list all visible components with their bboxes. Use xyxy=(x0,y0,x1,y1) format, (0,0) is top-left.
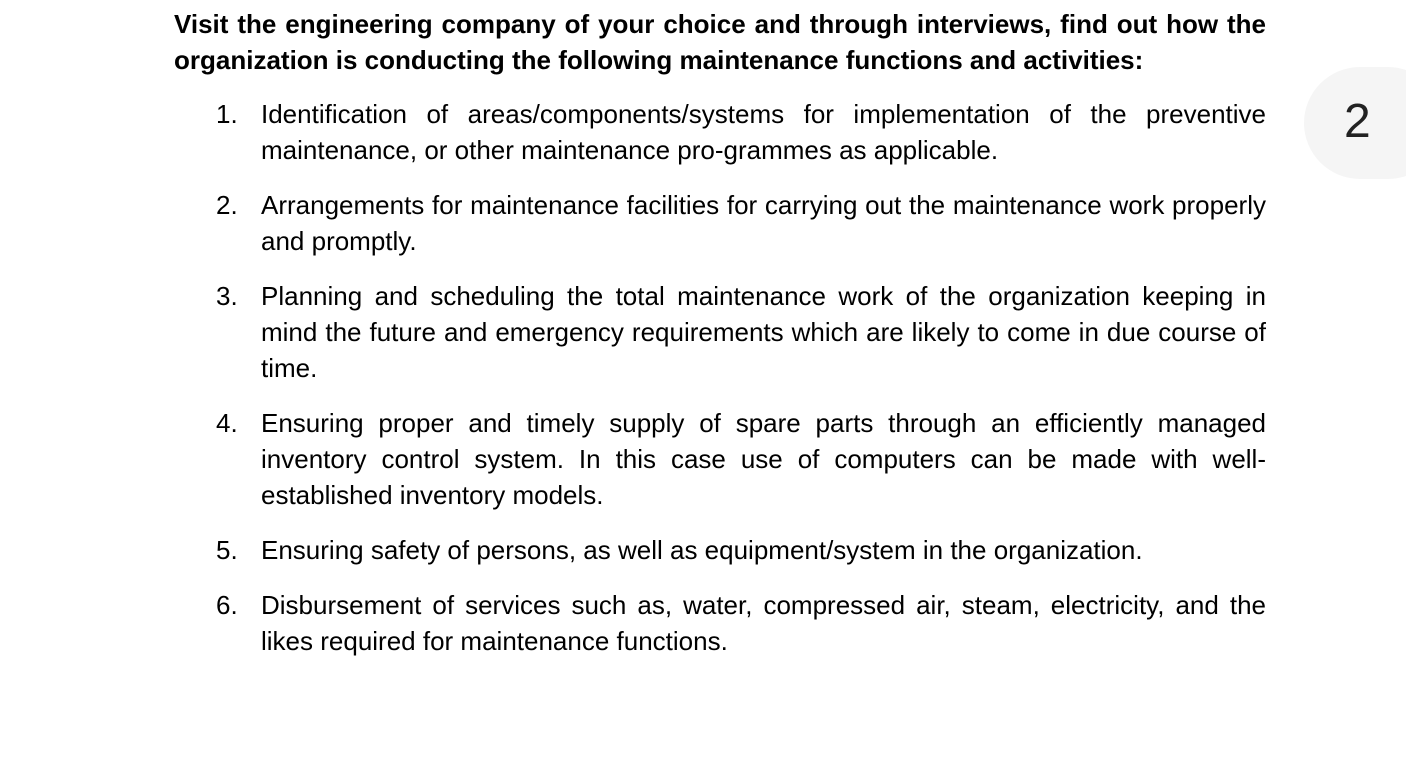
list-item-text: Identification of areas/components/systems for implementation of the preventive maintenance, or other maintenance pro-grammes as applicable. xyxy=(261,99,1266,165)
list-item-text: Planning and scheduling the total maintenance work of the organization keeping in mind the future and emergency requirements which are likely to come in due course of time. xyxy=(261,281,1266,383)
list-item xyxy=(174,532,1266,568)
list-item-number: 2. xyxy=(216,190,238,220)
page-number-badge[interactable] xyxy=(1304,67,1406,179)
list-item xyxy=(174,187,1266,259)
list-item xyxy=(174,587,1266,659)
list-item-number: 4. xyxy=(216,408,238,438)
list-item xyxy=(174,96,1266,168)
list-item-text: Arrangements for maintenance facilities for carrying out the maintenance work properly and promptly. xyxy=(261,190,1266,256)
list-item-number: 5. xyxy=(216,535,238,565)
list-item-text: Ensuring safety of persons, as well as equipment/system in the organization. xyxy=(261,535,1143,565)
list-item-text: Ensuring proper and timely supply of spare parts through an efficiently managed inventory control system. In this case use of computers can be made with well-established inventory models. xyxy=(261,408,1266,510)
list-item-text: Disbursement of services such as, water, compressed air, steam, electricity, and the likes required for maintenance functions. xyxy=(261,590,1266,656)
document-body xyxy=(174,6,1266,678)
maintenance-activities-list xyxy=(174,96,1266,659)
intro-paragraph: Visit the engineering company of your choice and through interviews, find out how the organization is conducting the following maintenance functions and activities: xyxy=(174,9,1266,75)
list-item xyxy=(174,405,1266,513)
page-number: 2 xyxy=(1344,95,1371,148)
list-item-number: 1. xyxy=(216,99,238,129)
list-item-number: 3. xyxy=(216,281,238,311)
list-item xyxy=(174,278,1266,386)
list-item-number: 6. xyxy=(216,590,238,620)
